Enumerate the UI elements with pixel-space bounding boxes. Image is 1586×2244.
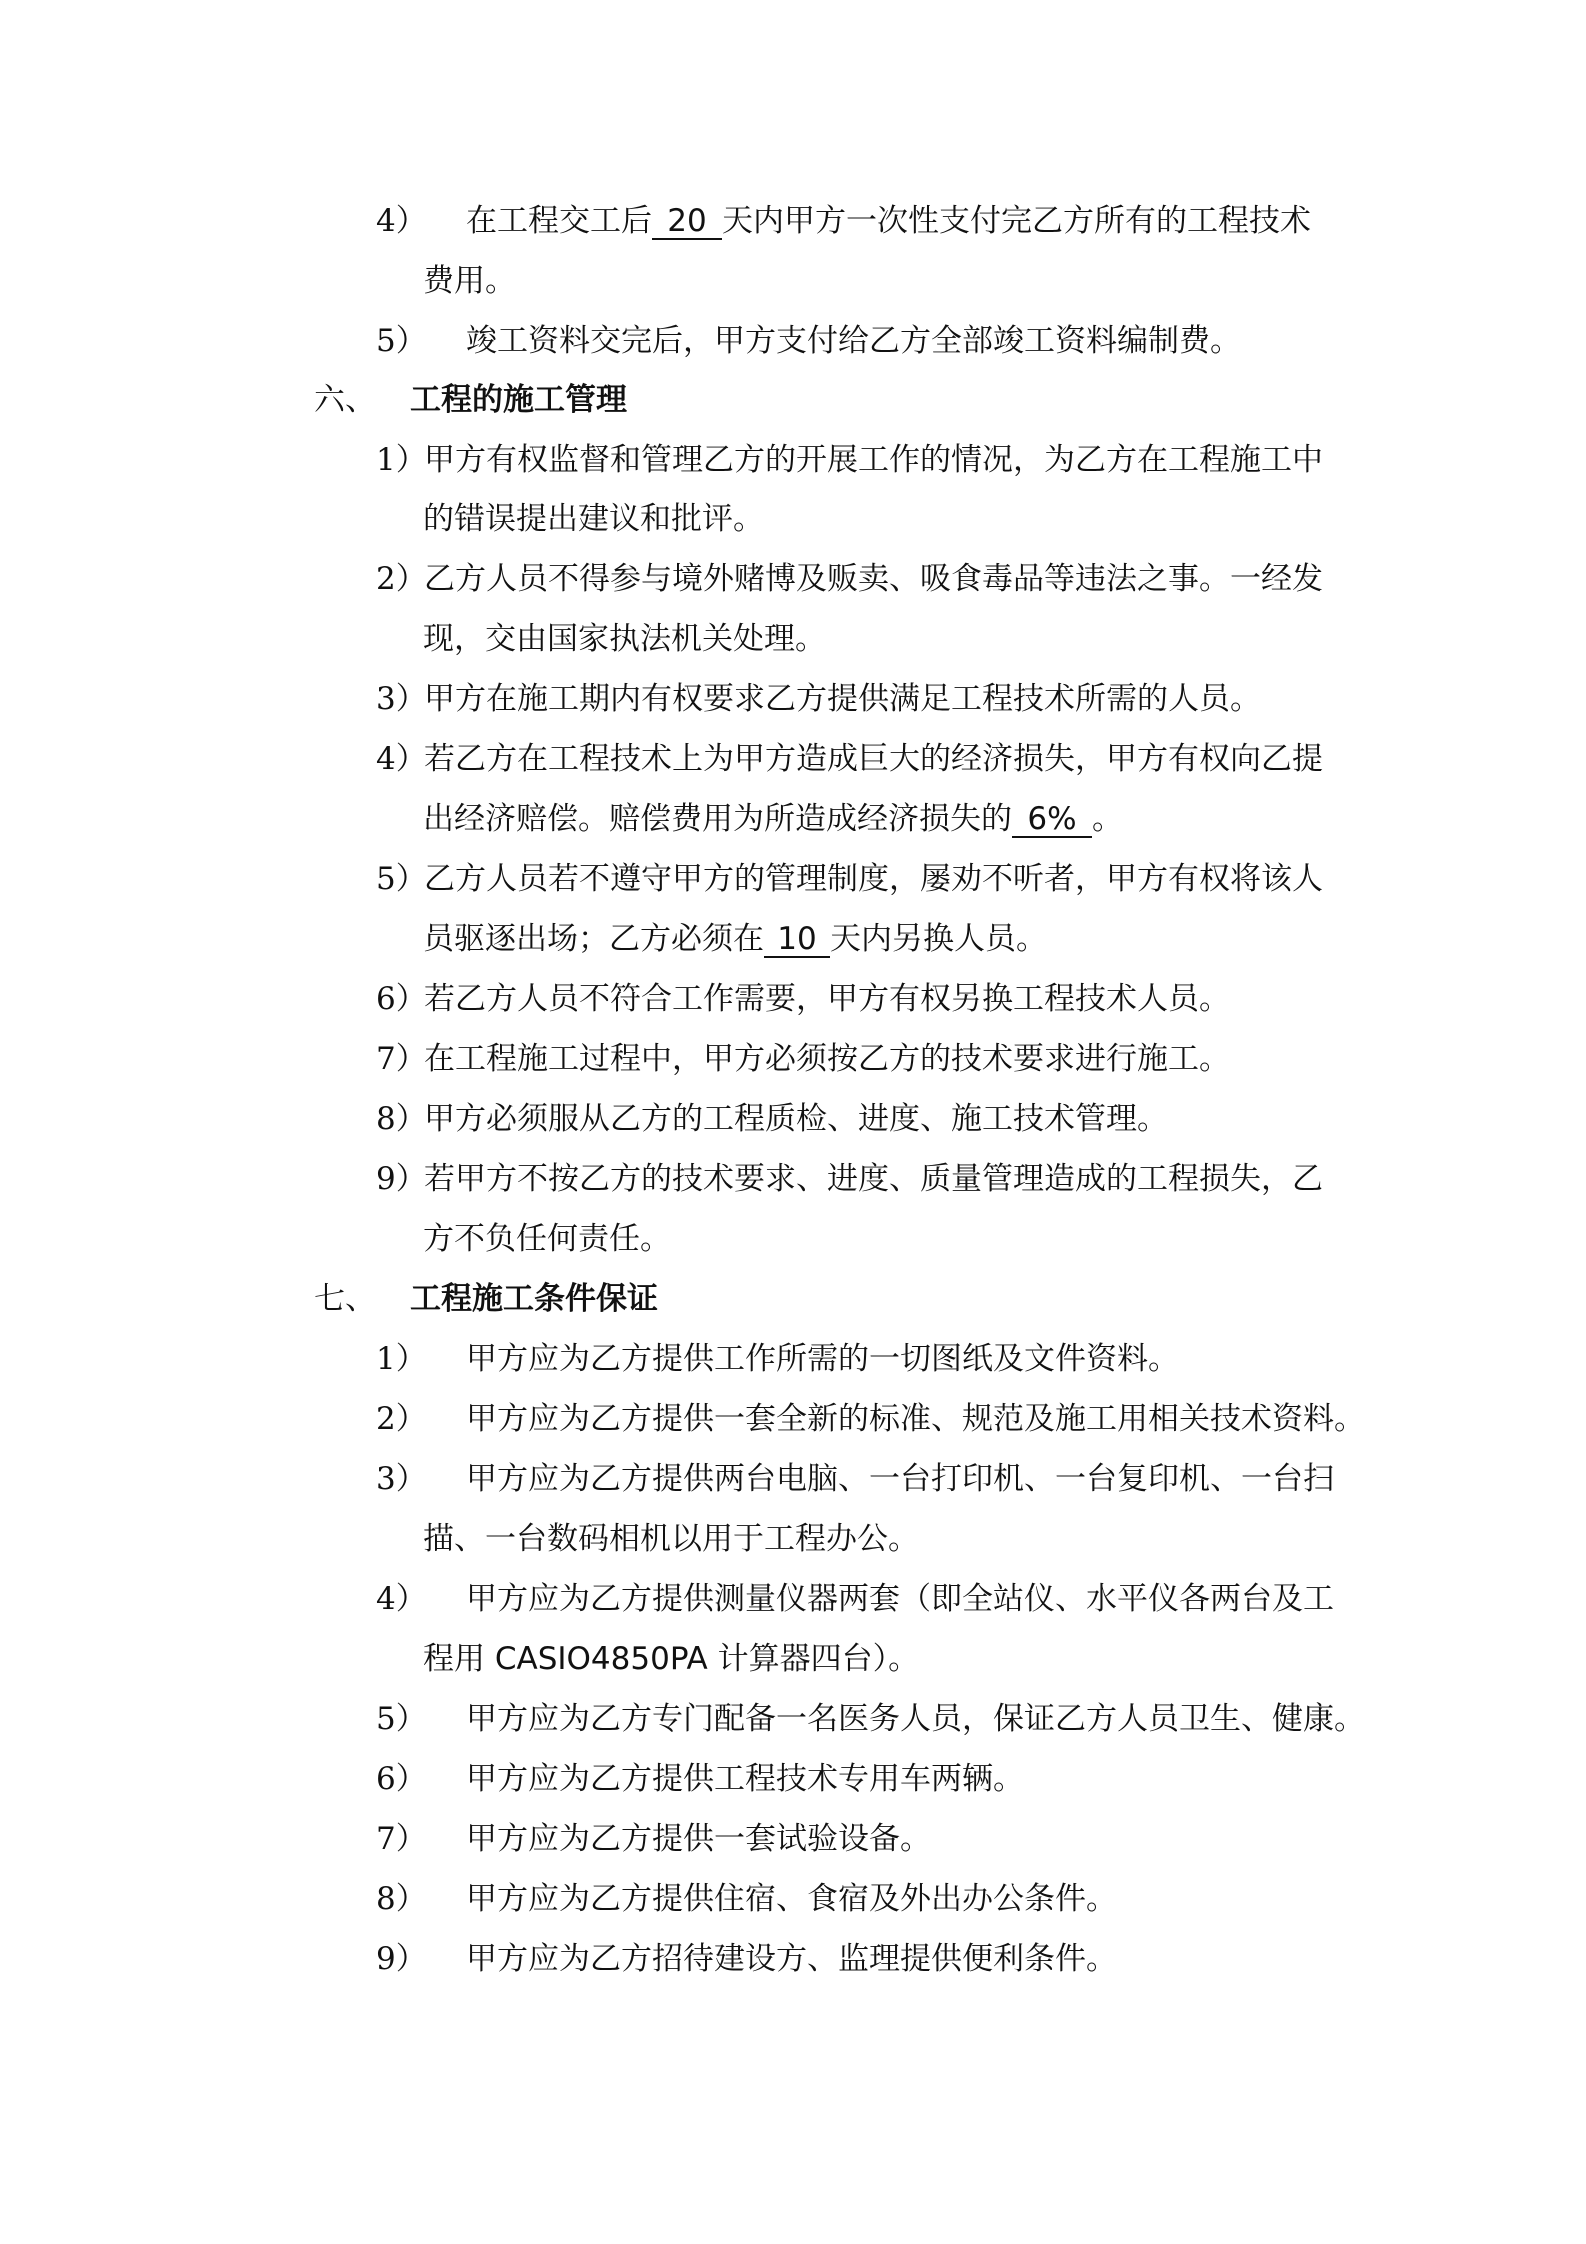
item-number: 1）	[376, 442, 427, 478]
item-text: 甲方应为乙方提供两台电脑、一台打印机、一台复印机、一台扫	[466, 1461, 1334, 1497]
s7-item3-cont: 描、一台数码相机以用于工程办公。	[423, 1521, 919, 1557]
s6-item2-cont: 现，交由国家执法机关处理。	[423, 621, 826, 657]
s5-item5	[376, 321, 1241, 361]
s6-item3	[376, 679, 1261, 719]
item-text: 若甲方不按乙方的技术要求、进度、质量管理造成的工程损失，乙	[424, 1161, 1323, 1197]
s6-heading	[314, 380, 627, 420]
item-number: 4）	[376, 203, 427, 239]
item-text: 乙方人员不得参与境外赌博及贩卖、吸食毒品等违法之事。一经发	[424, 561, 1323, 597]
section-title: 工程施工条件保证	[410, 1281, 658, 1317]
s6-item9	[376, 1159, 1323, 1199]
item-number: 4）	[376, 1581, 427, 1617]
item-number: 8）	[376, 1881, 427, 1917]
item-text: 甲方应为乙方提供工作所需的一切图纸及文件资料。	[466, 1341, 1179, 1377]
section-number: 六、	[314, 382, 376, 418]
item-text: 甲方在施工期内有权要求乙方提供满足工程技术所需的人员。	[424, 681, 1261, 717]
item-number: 3）	[376, 681, 427, 717]
item-number: 3）	[376, 1461, 427, 1497]
item-text: 甲方应为乙方提供测量仪器两套（即全站仪、水平仪各两台及工	[466, 1581, 1334, 1617]
section-number: 七、	[314, 1281, 376, 1317]
item-text: 甲方应为乙方提供一套试验设备。	[466, 1821, 931, 1857]
item-text: 若乙方人员不符合工作需要，甲方有权另换工程技术人员。	[424, 981, 1230, 1017]
s6-item4-cont	[423, 799, 1123, 839]
item-number: 5）	[376, 323, 427, 359]
item-number: 6）	[376, 981, 427, 1017]
item-text: 天内另换人员。	[830, 921, 1047, 957]
item-text: 在工程施工过程中，甲方必须按乙方的技术要求进行施工。	[424, 1041, 1230, 1077]
s6-item5	[376, 859, 1323, 899]
item-text: 甲方应为乙方专门配备一名医务人员，保证乙方人员卫生、健康。	[466, 1701, 1365, 1737]
item-number: 7）	[376, 1821, 427, 1857]
s7-item7	[376, 1819, 931, 1859]
s6-item4	[376, 739, 1323, 779]
s6-item9-cont: 方不负任何责任。	[423, 1221, 671, 1257]
item-number: 5）	[376, 1701, 427, 1737]
s5-item4	[376, 201, 1311, 241]
s7-item1	[376, 1339, 1179, 1379]
s6-item6	[376, 979, 1230, 1019]
item-text: 竣工资料交完后，甲方支付给乙方全部竣工资料编制费。	[466, 323, 1241, 359]
item-number: 2）	[376, 1401, 427, 1437]
item-text: 乙方人员若不遵守甲方的管理制度，屡劝不听者，甲方有权将该人	[424, 861, 1323, 897]
s6-item5-cont	[423, 919, 1047, 959]
s7-item4-cont: 程用 CASIO4850PA 计算器四台）。	[423, 1641, 920, 1677]
s5-item4-cont: 费用。	[423, 263, 516, 299]
item-number: 5）	[376, 861, 427, 897]
item-text: 甲方应为乙方提供一套全新的标准、规范及施工用相关技术资料。	[466, 1401, 1365, 1437]
item-number: 4）	[376, 741, 427, 777]
item-text: 甲方应为乙方提供住宿、食宿及外出办公条件。	[466, 1881, 1117, 1917]
s7-item4	[376, 1579, 1334, 1619]
s7-item5	[376, 1699, 1365, 1739]
s6-item8	[376, 1099, 1168, 1139]
item-number: 6）	[376, 1761, 427, 1797]
item-text: 员驱逐出场；乙方必须在	[423, 921, 764, 957]
s7-item8	[376, 1879, 1117, 1919]
item-text: 。	[1092, 801, 1123, 837]
item-number: 7）	[376, 1041, 427, 1077]
item-text: 甲方有权监督和管理乙方的开展工作的情况，为乙方在工程施工中	[424, 442, 1323, 478]
item-text: 甲方应为乙方招待建设方、监理提供便利条件。	[466, 1941, 1117, 1977]
item-text: 在工程交工后	[466, 203, 652, 239]
blank-days: 10	[764, 922, 830, 958]
s7-item6	[376, 1759, 1024, 1799]
item-number: 8）	[376, 1101, 427, 1137]
blank-percent: 6%	[1012, 802, 1092, 838]
s7-item3	[376, 1459, 1334, 1499]
s7-heading	[314, 1279, 658, 1319]
item-text: 若乙方在工程技术上为甲方造成巨大的经济损失，甲方有权向乙提	[424, 741, 1323, 777]
s6-item7	[376, 1039, 1230, 1079]
item-text: 天内甲方一次性支付完乙方所有的工程技术	[722, 203, 1311, 239]
item-text: 甲方应为乙方提供工程技术专用车两辆。	[466, 1761, 1024, 1797]
item-number: 2）	[376, 561, 427, 597]
item-number: 1）	[376, 1341, 427, 1377]
item-number: 9）	[376, 1161, 427, 1197]
item-text: 出经济赔偿。赔偿费用为所造成经济损失的	[423, 801, 1012, 837]
s6-item1-cont: 的错误提出建议和批评。	[423, 501, 764, 537]
item-text: 甲方必须服从乙方的工程质检、进度、施工技术管理。	[424, 1101, 1168, 1137]
item-number: 9）	[376, 1941, 427, 1977]
s7-item2	[376, 1399, 1365, 1439]
s6-item2	[376, 559, 1323, 599]
s6-item1	[376, 440, 1323, 480]
blank-days: 20	[652, 204, 722, 240]
s7-item9	[376, 1939, 1117, 1979]
section-title: 工程的施工管理	[410, 382, 627, 418]
